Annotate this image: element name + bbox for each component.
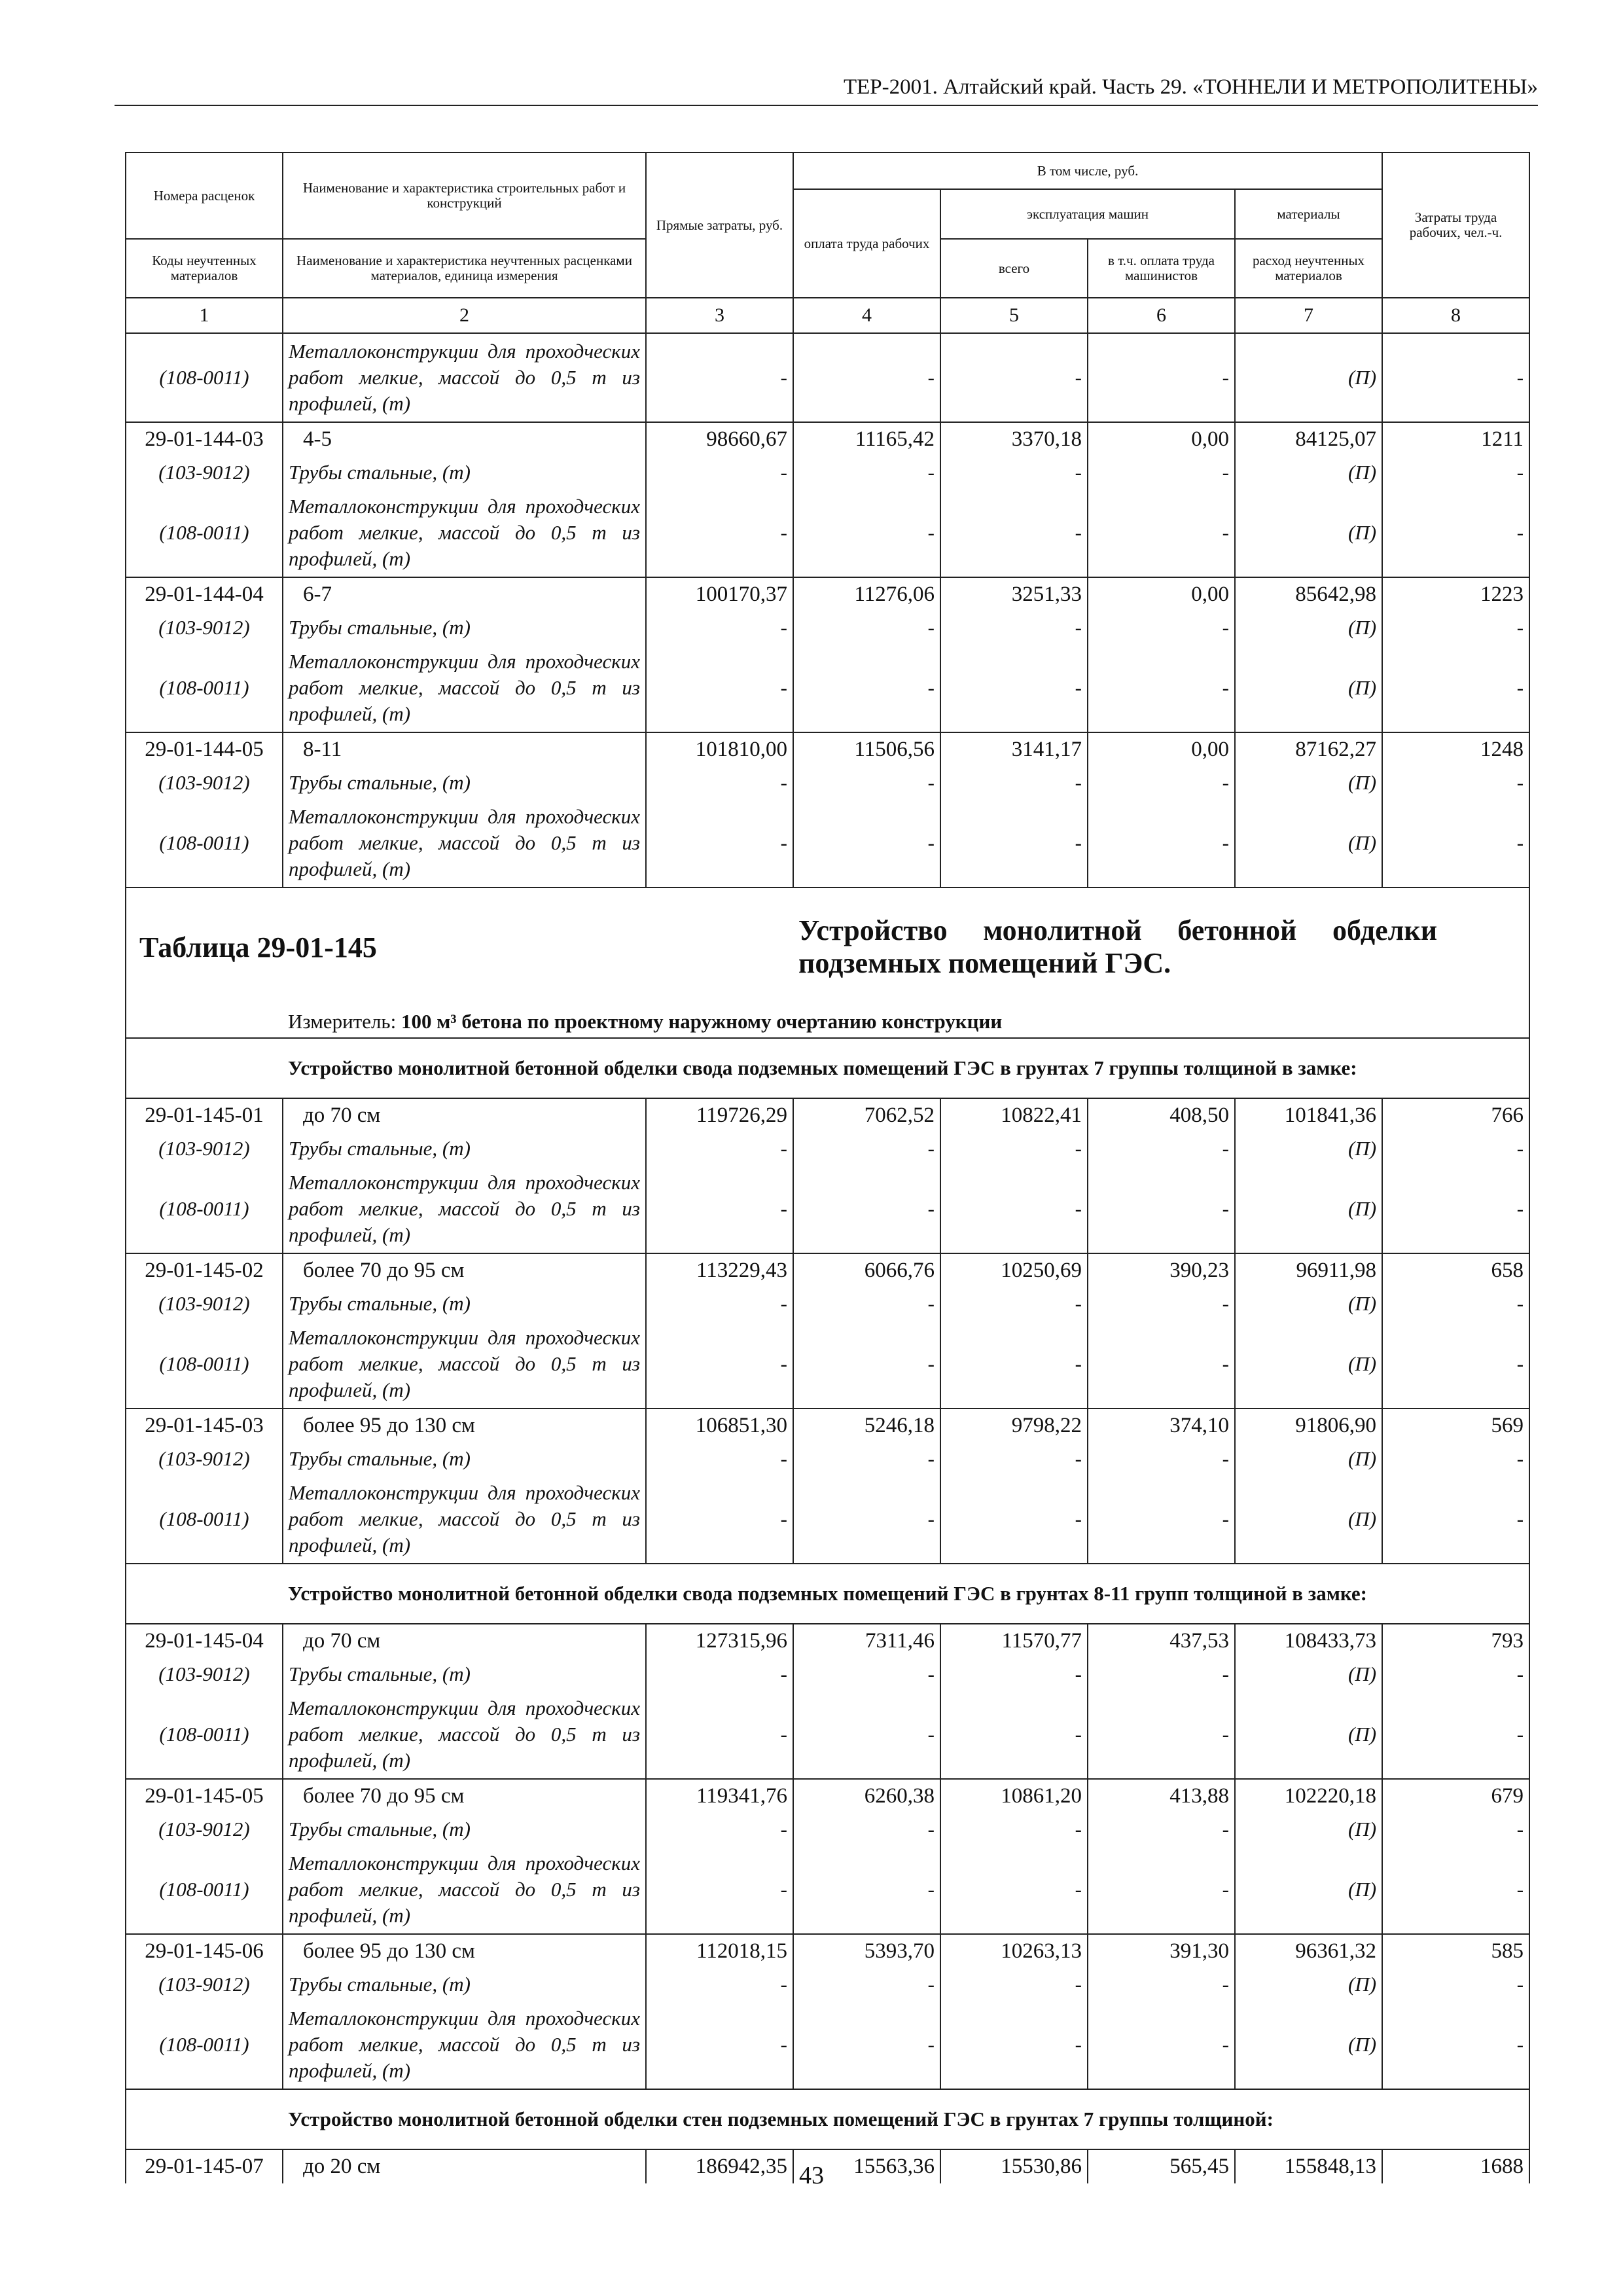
material-row-metal: (108-0011) Металлоконструкции для проходческих работ мелкие, массой до 0,5 т из профилей, (т) - - - - (П) - — [126, 799, 1529, 888]
material-row-metal: (108-0011) Металлоконструкции для проходческих работ мелкие, массой до 0,5 т из профилей, (т) - - - - (П) - — [126, 644, 1529, 732]
material-row-pipe: (103-9012) Трубы стальные, (т) - - - - (П) - — [126, 1658, 1529, 1691]
material-row-pipe: (103-9012) Трубы стальные, (т) - - - - (П) - — [126, 1287, 1529, 1320]
material-row-metal: (108-0011) Металлоконструкции для проходческих работ мелкие, массой до 0,5 т из профилей, (т) - - - - (П) - — [126, 489, 1529, 577]
material-row-metal: (108-0011) Металлоконструкции для проходческих работ мелкие, массой до 0,5 т из профилей, (т) - - - - (П) - — [126, 333, 1529, 422]
col-materials: материалы — [1235, 189, 1382, 239]
table-row: 29-01-144-05 8-11 101810,00 11506,56 3141,17 0,00 87162,27 1248 — [126, 732, 1529, 766]
col-machines: эксплуатация машин — [940, 189, 1235, 239]
material-row-metal: (108-0011) Металлоконструкции для проходческих работ мелкие, массой до 0,5 т из профилей, (т) - - - - (П) - — [126, 1691, 1529, 1779]
col-machines-total: всего — [940, 239, 1088, 298]
col-worker-pay: оплата труда рабочих — [793, 189, 940, 298]
column-numbers-row: 1 2 3 4 5 6 7 8 — [126, 298, 1529, 333]
material-row-metal: (108-0011) Металлоконструкции для проходческих работ мелкие, массой до 0,5 т из профилей, (т) - - - - (П) - — [126, 1475, 1529, 1564]
material-row-pipe: (103-9012) Трубы стальные, (т) - - - - (П) - — [126, 611, 1529, 644]
material-row-pipe: (103-9012) Трубы стальные, (т) - - - - (П) - — [126, 1968, 1529, 2001]
material-row-pipe: (103-9012) Трубы стальные, (т) - - - - (П) - — [126, 1813, 1529, 1846]
table-row: 29-01-145-04 до 70 см 127315,96 7311,46 11570,77 437,53 108433,73 793 — [126, 1624, 1529, 1658]
material-row-pipe: (103-9012) Трубы стальные, (т) - - - - (П) - — [126, 456, 1529, 489]
table-row: 29-01-144-04 6-7 100170,37 11276,06 3251,33 0,00 85642,98 1223 — [126, 577, 1529, 611]
page-number: 43 — [799, 2162, 824, 2189]
measure-row — [126, 1006, 1529, 1038]
col-including: В том числе, руб. — [793, 152, 1382, 189]
section-row: Устройство монолитной бетонной обделки свода подземных помещений ГЭС в грунтах 8-11 групп толщиной в замке: — [126, 1564, 1529, 1624]
price-table — [125, 152, 1530, 2183]
table-row: 29-01-145-06 более 95 до 130 см 112018,15 5393,70 10263,13 391,30 96361,32 585 — [126, 1934, 1529, 1968]
table-label: Таблица 29-01-145 — [126, 888, 793, 1006]
material-row-pipe: (103-9012) Трубы стальные, (т) - - - - (П) - — [126, 1132, 1529, 1165]
table-row: 29-01-145-02 более 70 до 95 см 113229,43 6066,76 10250,69 390,23 96911,98 658 — [126, 1253, 1529, 1287]
col-direct-costs: Прямые затраты, руб. — [646, 152, 793, 298]
table-title-row — [126, 888, 1529, 1006]
running-header: ТЕР-2001. Алтайский край. Часть 29. «ТОННЕЛИ И МЕТРОПОЛИТЕНЫ» — [115, 71, 1538, 106]
measure-unit: Измеритель: 100 м³ бетона по проектному наружному очертанию конструкции — [283, 1006, 1529, 1038]
table-row: 29-01-145-01 до 70 см 119726,29 7062,52 10822,41 408,50 101841,36 766 — [126, 1098, 1529, 1132]
col-labor-hours: Затраты труда рабочих, чел.-ч. — [1382, 152, 1529, 298]
section-row: Устройство монолитной бетонной обделки свода подземных помещений ГЭС в грунтах 7 группы толщиной в замке: — [126, 1038, 1529, 1098]
material-row-metal: (108-0011) Металлоконструкции для проходческих работ мелкие, массой до 0,5 т из профилей, (т) - - - - (П) - — [126, 1165, 1529, 1253]
table-header — [126, 152, 1529, 298]
table-body — [126, 298, 1529, 2183]
material-row-metal: (108-0011) Металлоконструкции для проходческих работ мелкие, массой до 0,5 т из профилей, (т) - - - - (П) - — [126, 2001, 1529, 2089]
table-row: 29-01-144-03 4-5 98660,67 11165,42 3370,18 0,00 84125,07 1211 — [126, 422, 1529, 456]
col-machinist-pay: в т.ч. оплата труда машинистов — [1088, 239, 1235, 298]
section-row: Устройство монолитной бетонной обделки стен подземных помещений ГЭС в грунтах 7 группы толщиной: — [126, 2089, 1529, 2149]
table-title: Устройство монолитной бетонной обделки подземных помещений ГЭС. — [793, 888, 1529, 1006]
col-rate-numbers: Номера расценок — [126, 152, 283, 239]
col-material-codes: Коды неучтенных материалов — [126, 239, 283, 298]
table-row: 29-01-145-05 более 70 до 95 см 119341,76 6260,38 10861,20 413,88 102220,18 679 — [126, 1779, 1529, 1813]
material-row-metal: (108-0011) Металлоконструкции для проходческих работ мелкие, массой до 0,5 т из профилей, (т) - - - - (П) - — [126, 1320, 1529, 1408]
col-material-consumption: расход неучтенных материалов — [1235, 239, 1382, 298]
material-row-pipe: (103-9012) Трубы стальные, (т) - - - - (П) - — [126, 766, 1529, 799]
col-material-names: Наименование и характеристика неучтенных расценками материалов, единица измерения — [283, 239, 646, 298]
table-row: 29-01-145-07 до 20 см 186942,35 15563,36 15530,86 565,45 155848,13 1688 — [126, 2149, 1529, 2183]
col-work-name: Наименование и характеристика строительных работ и конструкций — [283, 152, 646, 239]
material-row-metal: (108-0011) Металлоконструкции для проходческих работ мелкие, массой до 0,5 т из профилей, (т) - - - - (П) - — [126, 1846, 1529, 1934]
material-row-pipe: (103-9012) Трубы стальные, (т) - - - - (П) - — [126, 1443, 1529, 1475]
table-row: 29-01-145-03 более 95 до 130 см 106851,30 5246,18 9798,22 374,10 91806,90 569 — [126, 1408, 1529, 1443]
